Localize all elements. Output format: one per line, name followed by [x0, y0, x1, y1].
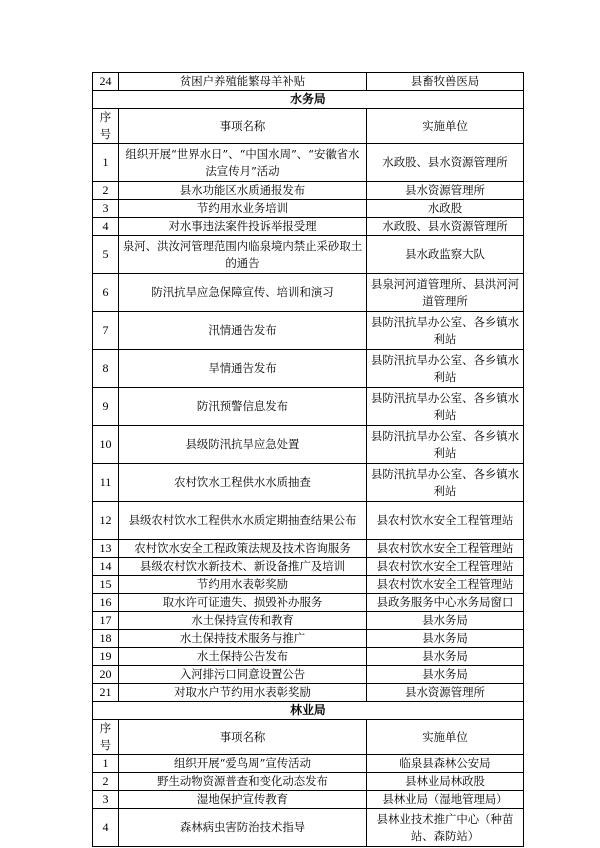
cell-unit: 县水务局	[367, 648, 524, 666]
cell-item-name: 县级农村饮水工程供水水质定期抽查结果公布	[119, 502, 367, 540]
header-row	[93, 720, 524, 755]
cell-item-name: 组织开展“爱鸟周”宣传活动	[119, 755, 367, 773]
cell-item-name: 对取水户节约用水表彰奖励	[119, 684, 367, 702]
cell-item-name: 森林病虫害防治技术指导	[119, 809, 367, 847]
cell-item-name: 防汛抗旱应急保障宣传、培训和演习	[119, 274, 367, 312]
header-cell-item-name: 事项名称	[119, 109, 367, 144]
cell-number: 14	[93, 558, 119, 576]
table-row	[93, 809, 524, 847]
cell-number: 1	[93, 755, 119, 773]
header-row	[93, 109, 524, 144]
table-row	[93, 218, 524, 236]
cell-unit: 水政股、县水资源管理所	[367, 144, 524, 182]
cell-number: 1	[93, 144, 119, 182]
cell-item-name: 入河排污口同意设置公告	[119, 666, 367, 684]
table-row	[93, 558, 524, 576]
cell-unit: 县政务服务中心水务局窗口	[367, 594, 524, 612]
cell-item-name: 旱情通告发布	[119, 350, 367, 388]
table-row	[93, 73, 524, 91]
cell-unit: 县水资源管理所	[367, 684, 524, 702]
cell-number: 17	[93, 612, 119, 630]
table-row	[93, 144, 524, 182]
cell-item-name: 县级防汛抗旱应急处置	[119, 426, 367, 464]
cell-item-name: 湿地保护宣传教育	[119, 791, 367, 809]
table-row	[93, 502, 524, 540]
cell-item-name: 贫困户养殖能繁母羊补贴	[119, 73, 367, 91]
table-row	[93, 464, 524, 502]
cell-number: 2	[93, 773, 119, 791]
table-body	[93, 73, 524, 847]
cell-unit: 县防汛抗旱办公室、各乡镇水利站	[367, 426, 524, 464]
cell-number: 15	[93, 576, 119, 594]
cell-number: 8	[93, 350, 119, 388]
header-cell-unit: 实施单位	[367, 720, 524, 755]
table-row	[93, 350, 524, 388]
header-cell-number: 序号	[93, 109, 119, 144]
cell-unit: 县水资源管理所	[367, 182, 524, 200]
cell-unit: 临泉县森林公安局	[367, 755, 524, 773]
cell-number: 19	[93, 648, 119, 666]
cell-number: 10	[93, 426, 119, 464]
cell-number: 7	[93, 312, 119, 350]
section-row	[93, 91, 524, 109]
cell-unit: 县泉河河道管理所、县洪河河道管理所	[367, 274, 524, 312]
cell-unit: 县农村饮水安全工程管理站	[367, 576, 524, 594]
cell-number: 9	[93, 388, 119, 426]
cell-number: 2	[93, 182, 119, 200]
table-row	[93, 612, 524, 630]
cell-number: 4	[93, 809, 119, 847]
cell-number: 18	[93, 630, 119, 648]
cell-number: 5	[93, 236, 119, 274]
cell-unit: 县农村饮水安全工程管理站	[367, 558, 524, 576]
cell-number: 13	[93, 540, 119, 558]
cell-number: 12	[93, 502, 119, 540]
cell-number: 3	[93, 200, 119, 218]
table-row	[93, 576, 524, 594]
cell-item-name: 取水许可证遗失、损毁补办服务	[119, 594, 367, 612]
cell-number: 20	[93, 666, 119, 684]
table-row	[93, 630, 524, 648]
cell-unit: 县水务局	[367, 612, 524, 630]
cell-unit: 县畜牧兽医局	[367, 73, 524, 91]
cell-item-name: 组织开展“世界水日”、“中国水周”、“安徽省水法宣传月”活动	[119, 144, 367, 182]
table-row	[93, 540, 524, 558]
header-cell-item-name: 事项名称	[119, 720, 367, 755]
table-row	[93, 666, 524, 684]
cell-item-name: 水土保持公告发布	[119, 648, 367, 666]
table-row	[93, 755, 524, 773]
cell-unit: 县防汛抗旱办公室、各乡镇水利站	[367, 388, 524, 426]
cell-number: 16	[93, 594, 119, 612]
public-service-table	[92, 72, 524, 847]
table-row	[93, 594, 524, 612]
cell-unit: 县防汛抗旱办公室、各乡镇水利站	[367, 350, 524, 388]
table-row	[93, 388, 524, 426]
cell-item-name: 水土保持宣传和教育	[119, 612, 367, 630]
cell-unit: 县防汛抗旱办公室、各乡镇水利站	[367, 464, 524, 502]
cell-unit: 县林业局林政股	[367, 773, 524, 791]
cell-number: 6	[93, 274, 119, 312]
header-cell-unit: 实施单位	[367, 109, 524, 144]
cell-item-name: 县级农村饮水新技术、新设备推广及培训	[119, 558, 367, 576]
table-row	[93, 791, 524, 809]
section-title: 林业局	[93, 702, 524, 720]
cell-unit: 水政股、县水资源管理所	[367, 218, 524, 236]
table-row	[93, 274, 524, 312]
cell-unit: 水政股	[367, 200, 524, 218]
cell-unit: 县农村饮水安全工程管理站	[367, 540, 524, 558]
cell-item-name: 节约用水表彰奖励	[119, 576, 367, 594]
cell-unit: 县农村饮水安全工程管理站	[367, 502, 524, 540]
cell-number: 21	[93, 684, 119, 702]
cell-item-name: 泉河、洪汝河管理范围内临泉境内禁止采砂取土的通告	[119, 236, 367, 274]
cell-item-name: 县水功能区水质通报发布	[119, 182, 367, 200]
cell-number: 3	[93, 791, 119, 809]
table-row	[93, 773, 524, 791]
table-row	[93, 182, 524, 200]
cell-item-name: 节约用水业务培训	[119, 200, 367, 218]
cell-unit: 县林业技术推广中心（种苗站、森防站）	[367, 809, 524, 847]
cell-unit: 县水务局	[367, 630, 524, 648]
table-row	[93, 426, 524, 464]
table-row	[93, 684, 524, 702]
cell-item-name: 对水事违法案件投诉举报受理	[119, 218, 367, 236]
cell-item-name: 汛情通告发布	[119, 312, 367, 350]
cell-item-name: 农村饮水安全工程政策法规及技术咨询服务	[119, 540, 367, 558]
cell-item-name: 防汛预警信息发布	[119, 388, 367, 426]
cell-item-name: 水土保持技术服务与推广	[119, 630, 367, 648]
section-row	[93, 702, 524, 720]
cell-unit: 县防汛抗旱办公室、各乡镇水利站	[367, 312, 524, 350]
table-row	[93, 312, 524, 350]
cell-number: 4	[93, 218, 119, 236]
cell-item-name: 农村饮水工程供水水质抽查	[119, 464, 367, 502]
cell-item-name: 野生动物资源普查和变化动态发布	[119, 773, 367, 791]
table-row	[93, 648, 524, 666]
table-row	[93, 236, 524, 274]
cell-unit: 县水务局	[367, 666, 524, 684]
cell-unit: 县林业局（湿地管理局）	[367, 791, 524, 809]
header-cell-number: 序号	[93, 720, 119, 755]
cell-unit: 县水政监察大队	[367, 236, 524, 274]
section-title: 水务局	[93, 91, 524, 109]
table-row	[93, 200, 524, 218]
cell-number: 24	[93, 73, 119, 91]
cell-number: 11	[93, 464, 119, 502]
